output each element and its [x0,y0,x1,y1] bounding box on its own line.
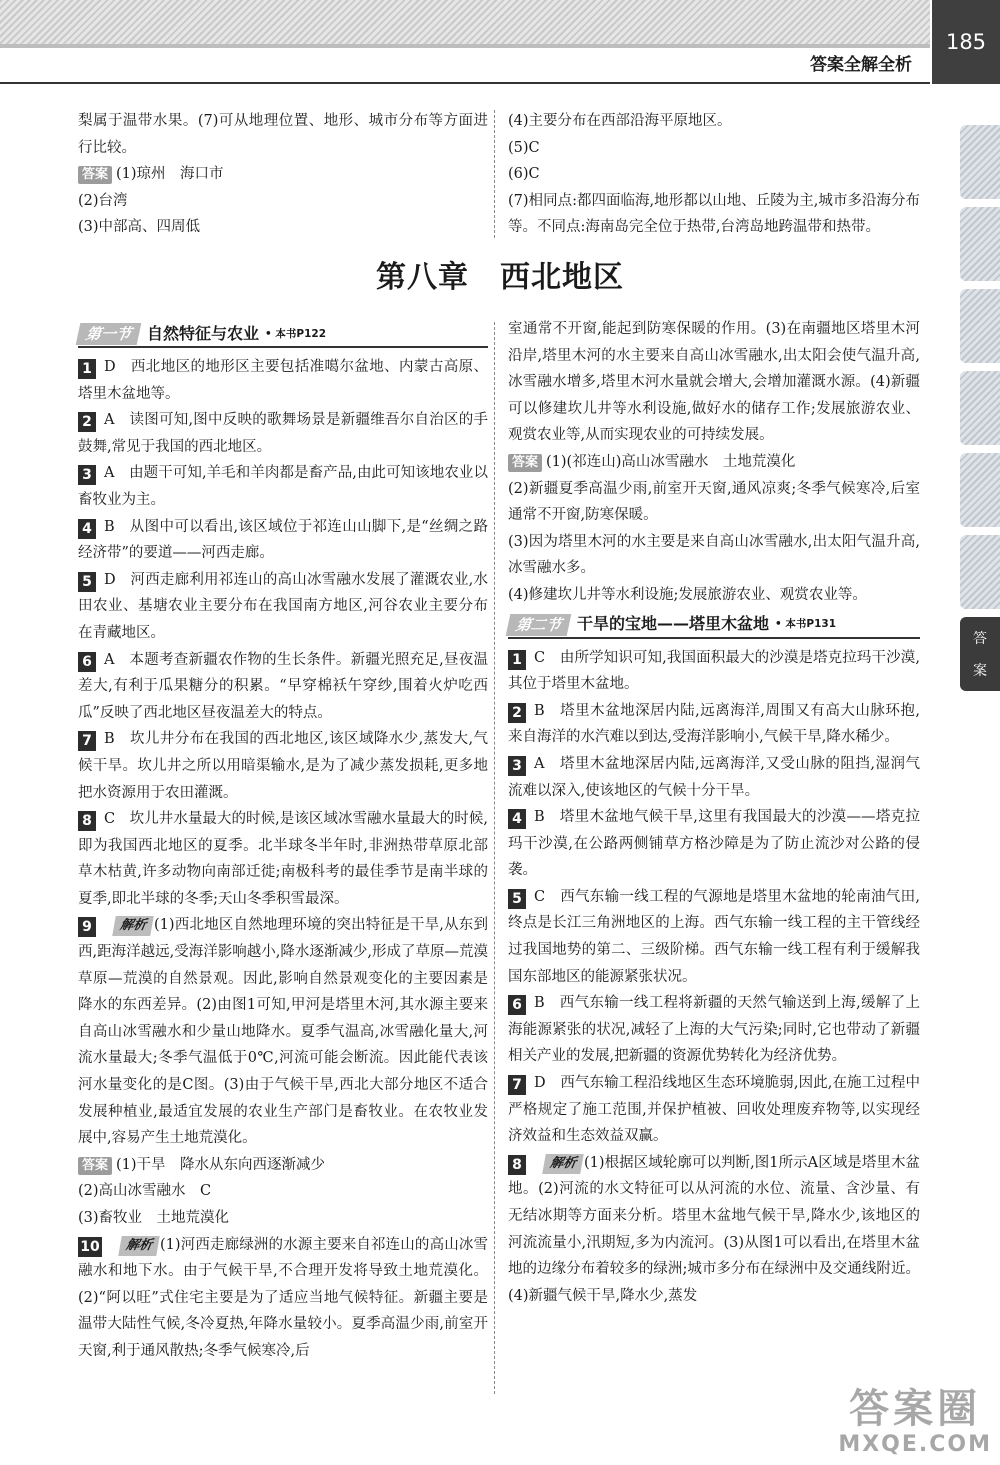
item-text: C 由所学知识可知,我国面积最大的沙漠是塔克拉玛干沙漠,其位于塔里木盆地。 [508,649,920,693]
answer-line: (6)C [508,166,540,183]
answer-item [508,751,920,804]
side-tab[interactable] [960,371,1000,445]
answer-item [78,567,488,647]
side-tab[interactable] [960,125,1000,199]
item-text: (1)西北地区自然地理环境的突出特征是干旱,从东到西,距海洋越远,受海洋影响越小,降水逐渐减少,形成了草原—荒漠草原—荒漠的自然景观。因此,影响自然景观变化的主要因素是降水的东西差异。(2)由图1可知,甲河是塔里木河,其水源主要来自高山冰雪融水和少量山地降水。夏季气温高,冰雪融化量大,河流水量最大;冬季气温低于0℃,河流可能会断流。因此能代表该河水量变化的是C图。(3)由于气候干旱,西北大部分地区不适合发展种植业,最适宜发展的农业生产部门是畜牧业。在农牧业发展中,容易产生土地荒漠化。 [78,917,488,1147]
answer-line [508,529,920,582]
answer-item [78,806,488,912]
column-divider [494,110,495,238]
question-number: 10 [78,1237,102,1257]
item-text: D 西北地区的地形区主要包括准噶尔盆地、内蒙古高原、塔里木盆地等。 [78,359,488,402]
question-number: 9 [78,917,96,937]
page-number: 185 [932,0,1000,84]
question-number: 6 [78,652,96,672]
item-text: (2)台湾 [78,192,128,209]
question-number: 5 [78,572,96,592]
tab-char: 答 [973,631,987,647]
question-number: 6 [508,995,526,1015]
answer-item [78,647,488,727]
answer-line [78,161,488,188]
left-column [78,322,488,1365]
item-text: (1)干旱 降水从东向西逐渐减少 [116,1156,326,1173]
item-text: A 本题考查新疆农作物的生长条件。新疆光照充足,昼夜温差大,有利于瓜果糖分的积累。“早穿棉袄午穿纱,围着火炉吃西瓜”反映了西北地区昼夜温差大的特点。 [78,651,488,721]
answer-line [78,1152,488,1179]
answer-line [508,449,920,476]
answer-item [508,884,920,990]
item-text: A 读图可知,图中反映的歌舞场景是新疆维吾尔自治区的手鼓舞,常见于我国的西北地区。 [78,412,488,455]
item-text: B 坎儿井分布在我国的西北地区,该区域降水少,蒸发大,气候干旱。坎儿井之所以用暗渠输水,是为了减少蒸发损耗,更多地把水资源用于农田灌溉。 [78,731,488,801]
item-text: 室通常不开窗,能起到防寒保暖的作用。(3)在南疆地区塔里木河沿岸,塔里木河的水主要来自高山冰雪融水,出太阳会使气温升高,冰雪融水增多,塔里木河水量就会增大,会增加灌溉水源。(4)新疆可以修建坎儿井等水利设施,做好水的储存工作;发展旅游农业、观赏农业等,从而实现农业的可持续发展。 [508,321,920,444]
right-top-items [508,316,920,609]
side-tab[interactable] [960,535,1000,609]
section-ref: • 本书P122 [265,327,327,340]
answer-tag: 答案 [78,166,112,184]
item-text: (1)(祁连山)高山冰雪融水 土地荒漠化 [546,453,796,470]
answer-item [508,698,920,751]
column-divider [494,322,495,1394]
answer-item [508,990,920,1070]
item-text: (3)畜牧业 土地荒漠化 [78,1210,230,1226]
side-tabs [960,125,1000,699]
answer-item [78,726,488,806]
answer-line [508,582,920,609]
left-items [78,354,488,1365]
section-header [508,613,920,639]
item-text: (3)中部高、四周低 [78,219,201,236]
item-text: C 坎儿井水量最大的时候,是该区域冰雪融水量最大的时候,即为我国西北地区的夏季。北半球冬半年时,非洲热带草原北部草木枯黄,许多动物向南部迁徙;南极科考的最佳季节是南半球的夏季,即北半球的冬季;天山冬季积雪最深。 [78,811,488,907]
answer-line [78,108,488,161]
question-number: 5 [508,889,526,909]
question-number: 1 [78,359,96,379]
answer-line [508,316,920,449]
item-text: A 由题干可知,羊毛和羊肉都是畜产品,由此可知该地农业以畜牧业为主。 [78,465,488,508]
answer-line: (5)C [508,139,540,156]
answer-line: (7)相同点:都四面临海,地形都以山地、丘陵为主,城市多沿海分布等。不同点:海南岛完全位于热带,台湾岛地跨温带和热带。 [508,192,920,236]
right-column [508,316,920,1309]
item-text: (1)琼州 海口市 [116,166,224,183]
section-tag: 第二节 [506,614,572,636]
answer-line [78,1178,488,1205]
header-band [0,0,930,48]
answer-item [508,1150,920,1310]
answer-item [78,1232,488,1365]
header-rule [0,82,930,84]
question-number: 1 [508,650,526,670]
item-text: (2)新疆夏季高温少雨,前室开天窗,通风凉爽;冬季气候寒冷,后室通常不开窗,防寒保暖。 [508,480,920,524]
item-text: (3)因为塔里木河的水主要是来自高山冰雪融水,出太阳气温升高,冰雪融水多。 [508,533,920,577]
question-number: 8 [508,1155,526,1175]
item-text: (1)河西走廊绿洲的水源主要来自祁连山的高山冰雪融水和地下水。由于气候干旱,不合理开发将导致土地荒漠化。(2)“阿以旺”式住宅主要是为了适应当地气候特征。新疆主要是温带大陆性气候,冬冷夏热,年降水量较小。夏季高温少雨,前室开天窗,利于通风散热;冬季气候寒冷,后 [78,1236,488,1359]
section-tag: 第一节 [76,323,142,345]
answer-item [78,354,488,407]
side-tab-answers[interactable] [960,617,1000,691]
answer-item [78,407,488,460]
top-right-block [508,108,920,241]
question-number: 7 [78,731,96,751]
question-number: 4 [508,809,526,829]
analysis-tag: 解析 [542,1154,584,1174]
answer-item [78,514,488,567]
answer-item [78,460,488,513]
answer-line: (4)主要分布在西部沿海平原地区。 [508,113,732,129]
question-number: 2 [78,412,96,432]
watermark-main: 答案圈 [849,1386,982,1432]
item-text: B 从图中可以看出,该区域位于祁连山山脚下,是“丝绸之路经济带”的要道——河西走廊。 [78,518,488,562]
section-title: 干旱的宝地——塔里木盆地 [577,614,770,634]
header-bar [0,44,930,48]
answer-line [78,1205,488,1232]
side-tab[interactable] [960,289,1000,363]
item-text: D 河西走廊利用祁连山的高山冰雪融水发展了灌溉农业,水田农业、基塘农业主要分布在我国南方地区,河谷农业主要分布在青藏地区。 [78,571,488,641]
analysis-tag: 解析 [112,916,154,936]
right-bottom-items [508,645,920,1310]
answer-line [78,188,488,215]
item-text: D 西气东输工程沿线地区生态环境脆弱,因此,在施工过程中严格规定了施工范围,并保护植被、回收处理废弃物等,以实现经济效益和生态效益双赢。 [508,1075,920,1145]
answer-item [78,912,488,1151]
question-number: 3 [78,465,96,485]
watermark [838,1386,992,1457]
question-number: 2 [508,703,526,723]
answer-item [508,804,920,884]
section-ref: • 本书P131 [775,618,837,631]
question-number: 3 [508,756,526,776]
question-number: 8 [78,811,96,831]
tab-char: 案 [973,663,987,679]
item-text: (2)高山冰雪融水 C [78,1183,212,1200]
answer-line [78,214,488,241]
item-text: 梨属于温带水果。(7)可从地理位置、地形、城市分布等方面进行比较。 [78,113,488,156]
watermark-sub: MXQE.COM [838,1432,992,1457]
item-text: A 塔里木盆地深居内陆,远离海洋,又受山脉的阻挡,湿润气流难以深入,使该地区的气候十分干旱。 [508,755,920,799]
item-text: B 西气东输一线工程将新疆的天然气输送到上海,缓解了上海能源紧张的状况,减轻了上海的大气污染;同时,它也带动了新疆相关产业的发展,把新疆的资源优势转化为经济优势。 [508,995,920,1065]
section-header [78,322,488,348]
header-label: 答案全解全析 [810,55,912,75]
top-left-block [78,108,488,241]
answer-item [508,645,920,698]
item-text: (1)根据区域轮廓可以判断,图1所示A区域是塔里木盆地。(2)河流的水文特征可以从河流的水位、流量、含沙量、有无结冰期等方面来分析。塔里木盆地气候干旱,降水少,该地区的河流流量小,汛期短,多为内流河。(3)从图1可以看出,在塔里木盆地的边缘分布着较多的绿洲;城市多分布在绿洲中及交通线附近。(4)新疆气候干旱,降水少,蒸发 [508,1154,920,1304]
answer-tag: 答案 [78,1157,112,1175]
item-text: (4)修建坎儿井等水利设施;发展旅游农业、观赏农业等。 [508,586,867,603]
chapter-title: 第八章 西北地区 [376,260,624,295]
side-tab[interactable] [960,453,1000,527]
answer-line [508,476,920,529]
question-number: 7 [508,1075,526,1095]
analysis-tag: 解析 [118,1236,160,1256]
answer-tag: 答案 [508,454,542,472]
item-text: C 西气东输一线工程的气源地是塔里木盆地的轮南油气田,终点是长江三角洲地区的上海。西气东输一线工程的主干管线经过我国地势的第二、三级阶梯。西气东输一线工程有利于缓解我国东部地区的能源紧张状况。 [508,888,920,985]
section-title: 自然特征与农业 [147,323,260,343]
item-text: B 塔里木盆地气候干旱,这里有我国最大的沙漠——塔克拉玛干沙漠,在公路两侧铺草方格沙障是为了防止流沙对公路的侵袭。 [508,809,920,879]
item-text: B 塔里木盆地深居内陆,远离海洋,周围又有高大山脉环抱,来自海洋的水汽难以到达,受海洋影响小,气候干旱,降水稀少。 [508,702,920,746]
question-number: 4 [78,519,96,539]
answer-item [508,1070,920,1150]
